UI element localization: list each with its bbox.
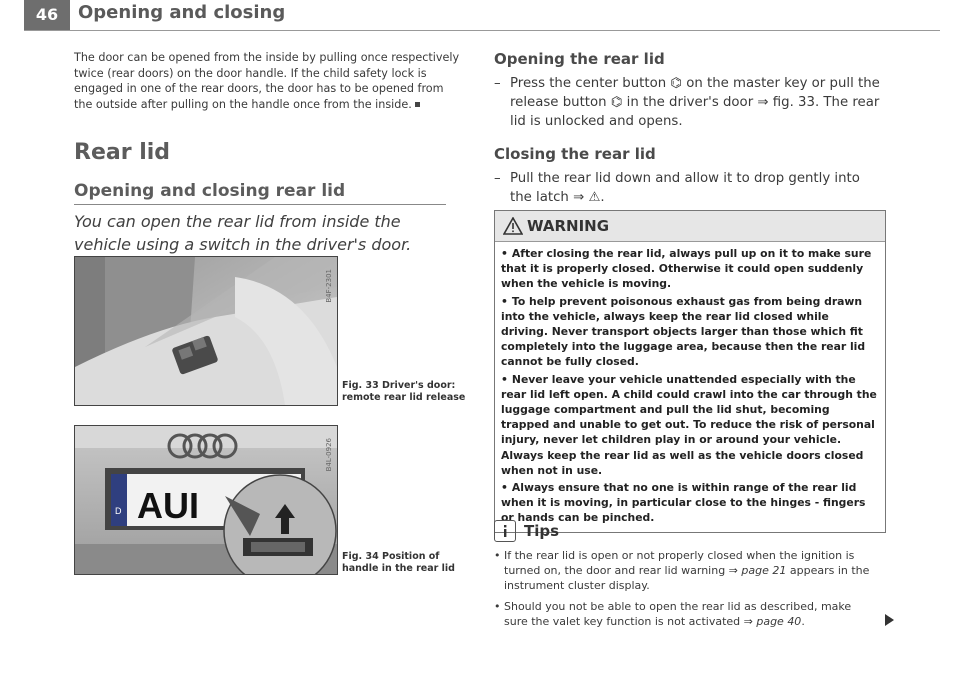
figure-33-caption: Fig. 33 Driver's door: remote rear lid release <box>342 380 466 403</box>
tips-title: Tips <box>524 522 560 540</box>
figure-33-id: B4F-2301 <box>325 269 333 303</box>
warning-box <box>494 210 886 533</box>
page-number: 46 <box>24 0 70 30</box>
warning-item: • Never leave your vehicle unattended especially with the rear lid left open. A child could crawl into the car through the luggage compartment and pull the lid shut, becoming trapped and unable to get out. To reduce the risk of personal injury, never let children play in or around your vehicle. Always keep the rear lid as well as the vehicle doors closed when not in use. <box>501 372 877 477</box>
tip-item: • Should you not be able to open the rear lid as described, make sure the valet key function is not activated ⇒ page 40. <box>494 600 852 628</box>
figure-34-id: B4L-0926 <box>325 438 333 472</box>
warning-title: WARNING <box>527 217 610 235</box>
plate-country: D <box>115 506 122 516</box>
warning-item: • Always ensure that no one is within range of the rear lid when it is moving, in particular close to the hinges - fingers or hands can be pinched. <box>501 481 866 525</box>
closing-heading: Closing the rear lid <box>494 145 656 163</box>
intro-paragraph: The door can be opened from the inside by pulling once respectively twice (rear doors) on the door handle. If the child safety lock is engaged in one of the rear doors, the door has to be opened from the outside after pulling on the handle once from the inside. <box>74 51 460 111</box>
rear-lid-heading: Rear lid <box>74 140 171 165</box>
end-mark-icon <box>415 102 420 107</box>
lead-text: You can open the rear lid from inside the vehicle using a switch in the driver's door. <box>74 212 412 254</box>
page-header <box>0 0 960 30</box>
tip-item: • If the rear lid is open or not properly closed when the ignition is turned on, the door and rear lid warning ⇒ page 21 appears in the instrument cluster display. <box>494 549 870 592</box>
warning-item: • After closing the rear lid, always pull up on it to make sure that it is properly closed. Otherwise it could open suddenly when the vehicle is moving. <box>501 247 872 291</box>
warning-item: • To help prevent poisonous exhaust gas from being drawn into the vehicle, always keep the rear lid closed while driving. Never transport objects larger than those which fit completely into the luggage area, because then the rear lid cannot be fully closed. <box>501 294 866 369</box>
opening-step: – Press the center button ⌬ on the master key or pull the release button ⌬ in the driver's door ⇒ fig. 33. The rear lid is unlocked and opens. <box>494 76 880 129</box>
figure-34-image <box>74 425 338 575</box>
warning-header <box>495 211 885 242</box>
key-button-icon: ⌬ <box>670 76 682 91</box>
closing-step: – Pull the rear lid down and allow it to drop gently into the latch ⇒ ⚠. <box>494 171 860 205</box>
subheading-rule <box>74 204 446 205</box>
left-column <box>74 50 466 574</box>
warning-triangle-icon: ⚠ <box>588 190 601 205</box>
warning-icon <box>503 217 523 235</box>
warning-body <box>495 242 885 532</box>
section-title: Opening and closing <box>78 2 286 23</box>
opening-heading: Opening the rear lid <box>494 50 665 68</box>
plate-text: AUI <box>137 485 199 526</box>
release-button-icon: ⌬ <box>610 95 623 110</box>
figure-34-caption: Fig. 34 Position of handle in the rear lid <box>342 551 455 574</box>
continue-arrow-icon <box>885 614 894 626</box>
subheading: Opening and closing rear lid <box>74 181 346 201</box>
figure-33-image <box>74 256 338 406</box>
tips-section <box>494 520 884 630</box>
right-column <box>494 50 884 628</box>
header-rule <box>24 30 940 31</box>
info-icon <box>494 520 516 542</box>
